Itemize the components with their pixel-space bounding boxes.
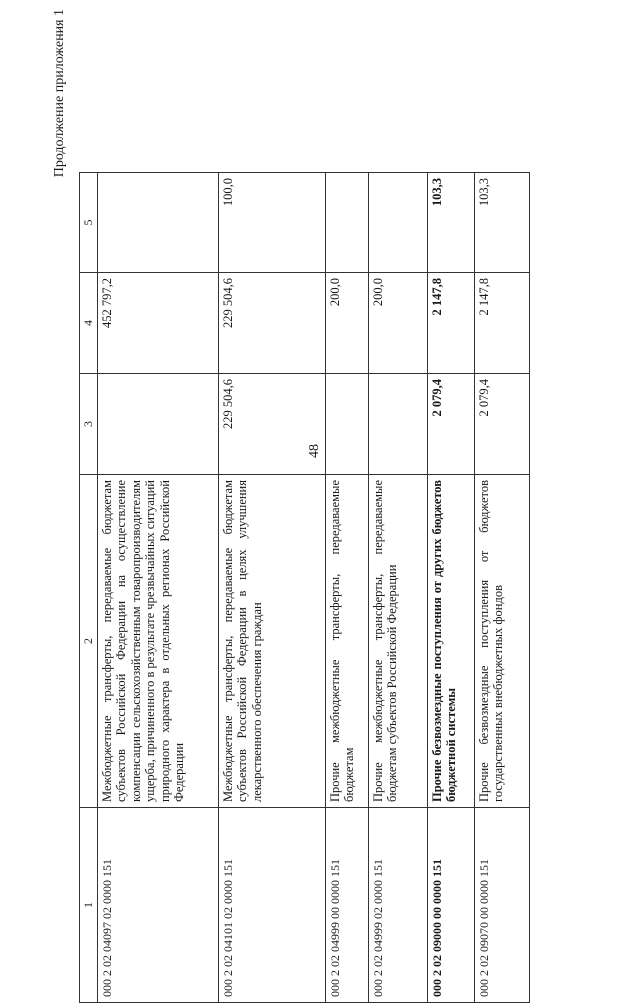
row-description: Прочие межбюджетные трансферты, передаваемые бюджетам [325,475,368,808]
row-col4-value: 2 147,8 [474,273,529,374]
table-row [474,173,529,1003]
row-code: 000 2 02 09000 00 0000 151 [427,808,474,1003]
budget-revenue-table [79,172,530,1003]
table-row [325,173,368,1003]
row-code: 000 2 02 09070 00 0000 151 [474,808,529,1003]
row-col3-value: 2 079,4 [427,374,474,475]
table-row [97,173,218,1003]
header-col-2: 2 [80,475,98,808]
row-col3-value [368,374,427,475]
row-code: 000 2 02 04101 02 0000 151 [218,808,325,1003]
row-col5-value: 103,3 [474,173,529,273]
row-col3-value [325,374,368,475]
row-col4-value: 200,0 [325,273,368,374]
budget-revenue-table-wrapper [79,173,611,1003]
row-col3-value: 229 504,6 [218,374,325,475]
row-col3-value [97,374,218,475]
header-col-1: 1 [80,808,98,1003]
appendix-continuation-note: Продолжение приложения 1 [52,9,67,178]
table-row-total [427,173,474,1003]
header-col-5: 5 [80,173,98,273]
row-code: 000 2 02 04097 02 0000 151 [97,808,218,1003]
row-code: 000 2 02 04999 02 0000 151 [368,808,427,1003]
row-description: Прочие безвозмездные поступления от бюджетов государственных внебюджетных фондов [474,475,529,808]
row-col4-value: 452 797,2 [97,273,218,374]
table-row [218,173,325,1003]
row-description: Прочие межбюджетные трансферты, передаваемые бюджетам субъектов Российской Федерации [368,475,427,808]
header-col-3: 3 [80,374,98,475]
row-col5-value [97,173,218,273]
row-col5-value [325,173,368,273]
table-header-row [80,173,98,1003]
row-description: Межбюджетные трансферты, передаваемые бюджетам субъектов Российской Федерации в целях улучшения лекарственного обеспечения граждан [218,475,325,808]
row-col5-value: 103,3 [427,173,474,273]
row-col4-value: 2 147,8 [427,273,474,374]
row-col5-value [368,173,427,273]
row-col4-value: 229 504,6 [218,273,325,374]
table-row [368,173,427,1003]
row-col5-value: 100,0 [218,173,325,273]
row-code: 000 2 02 04999 00 0000 151 [325,808,368,1003]
header-col-4: 4 [80,273,98,374]
row-description: Межбюджетные трансферты, передаваемые бюджетам субъектов Российской Федерации на осуществление компенсации сельскохозяйственным товаропроизводителям ущерба, причиненного в результате чрезвычайных ситуаций природного характера в отдельных регионах Российской Федерации [97,475,218,808]
row-col4-value: 200,0 [368,273,427,374]
row-col3-value: 2 079,4 [474,374,529,475]
row-description: Прочие безвозмездные поступления от других бюджетов бюджетной системы [427,475,474,808]
page-number: 48 [307,444,322,458]
